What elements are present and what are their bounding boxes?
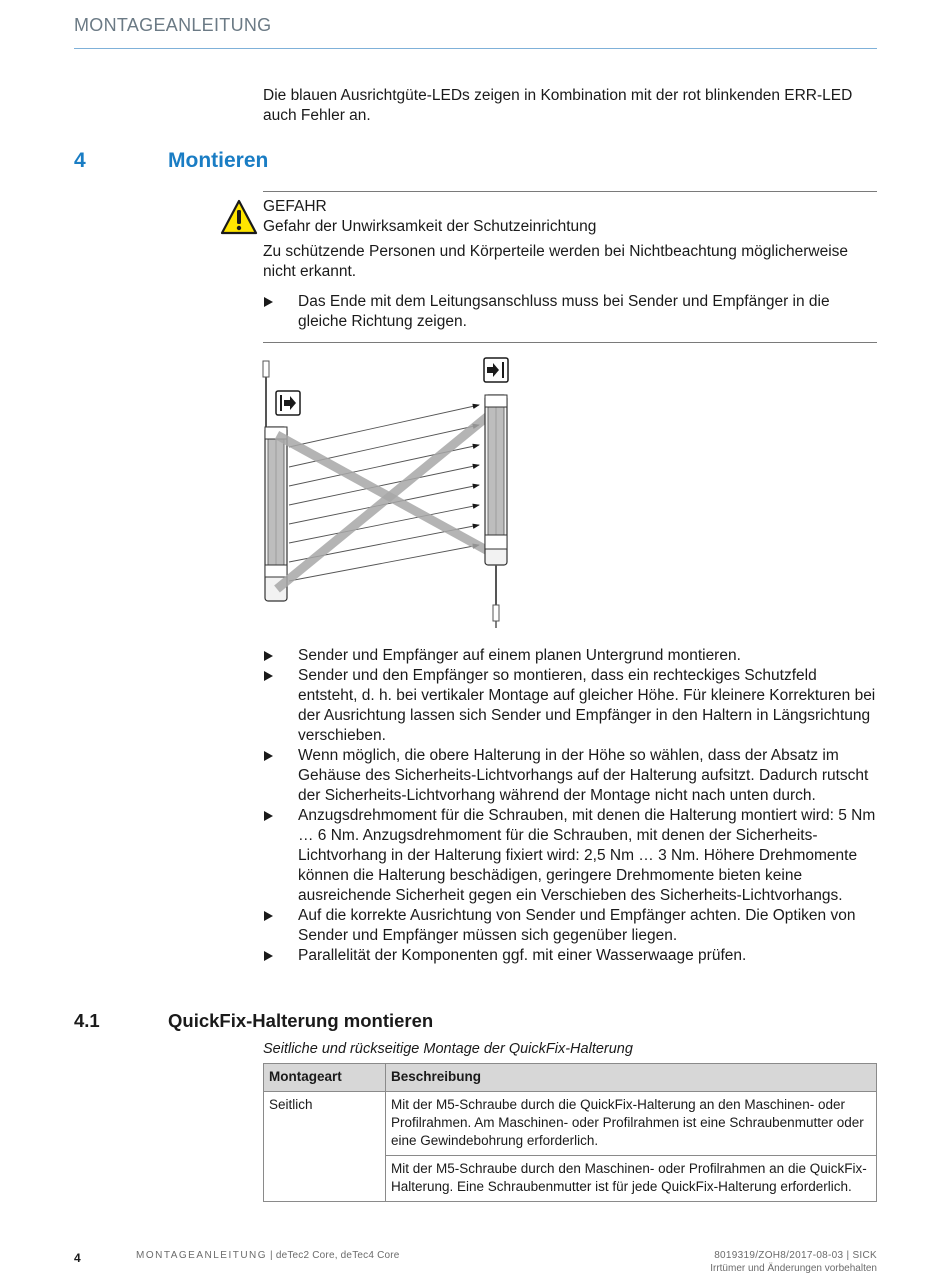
- list-item: Parallelität der Komponenten ggf. mit einer Wasserwaage prüfen.: [263, 946, 877, 966]
- danger-bullet-list: [263, 292, 877, 332]
- table-caption: Seitliche und rückseitige Montage der QuickFix-Halterung: [263, 1041, 633, 1057]
- footer-document-id: 8019319/ZOH8/2017-08-03 | SICK: [714, 1250, 877, 1261]
- mounting-instructions-list: [263, 646, 877, 966]
- danger-description: Zu schützende Personen und Körperteile werden bei Nichtbeachtung möglicherweise nicht erkannt.: [263, 243, 849, 280]
- danger-top-rule: [263, 191, 877, 192]
- header-divider: [74, 48, 877, 49]
- list-item: Sender und Empfänger auf einem planen Untergrund montieren.: [263, 646, 877, 666]
- bullet-arrow-icon: [264, 911, 273, 921]
- section-number: 4: [74, 149, 86, 172]
- section-title: Montieren: [168, 149, 269, 172]
- mounting-illustration: [255, 355, 535, 635]
- bullet-arrow-icon: [264, 751, 273, 761]
- list-item: Wenn möglich, die obere Halterung in der Höhe so wählen, dass der Absatz im Gehäuse des Sicherheits-Lichtvorhangs auf der Halterung aufsitzt. Dadurch rutscht der Sicherheits-Lichtvorhang während der Montage nicht nach unten durch.: [263, 746, 877, 806]
- table-cell-mounting-type: Seitlich: [264, 1092, 386, 1202]
- danger-subtitle: Gefahr der Unwirksamkeit der Schutzeinrichtung: [263, 218, 597, 235]
- quickfix-table: [263, 1063, 877, 1202]
- bullet-arrow-icon: [264, 651, 273, 661]
- list-item: Sender und den Empfänger so montieren, dass ein rechteckiges Schutzfeld entsteht, d. h. bei vertikaler Montage auf gleicher Höhe. Für kleinere Korrekturen bei der Ausrichtung lassen sich Sender und Empfänger in den Haltern in Längsrichtung verschieben.: [263, 666, 877, 746]
- subsection-number: 4.1: [74, 1010, 100, 1031]
- list-item: Anzugsdrehmoment für die Schrauben, mit denen die Halterung montiert wird: 5 Nm … 6 Nm. Anzugsdrehmoment für die Schrauben, mit denen der Sicherheits-Lichtvorhang in der Halterung fixiert wird: 2,5 Nm … 3 Nm. Höhere Drehmomente können die Halterung beschädigen, geringere Drehmomente bieten keine ausreichende Sicherheit gegen ein Verschieben des Sicherheits-Lichtvorhangs.: [263, 806, 877, 906]
- bullet-arrow-icon: [264, 951, 273, 961]
- intro-paragraph: Die blauen Ausrichtgüte-LEDs zeigen in Kombination mit der rot blinkenden ERR-LED auch Fehler an.: [263, 87, 853, 124]
- danger-title: GEFAHR: [263, 198, 327, 215]
- bullet-arrow-icon: [264, 671, 273, 681]
- table-cell-description: Mit der M5-Schraube durch den Maschinen- oder Profilrahmen an die QuickFix-Halterung. Eine Schraubenmutter ist für jede QuickFix-Halterung erforderlich.: [386, 1156, 877, 1202]
- column-header-description: Beschreibung: [386, 1064, 877, 1092]
- warning-triangle-icon: [220, 199, 258, 235]
- header-title: MONTAGEANLEITUNG: [74, 15, 272, 35]
- list-item: Das Ende mit dem Leitungsanschluss muss bei Sender und Empfänger in die gleiche Richtung zeigen.: [263, 292, 877, 332]
- column-header-mounting-type: Montageart: [264, 1064, 386, 1092]
- bullet-arrow-icon: [264, 811, 273, 821]
- bullet-arrow-icon: [264, 297, 273, 307]
- subsection-title: QuickFix-Halterung montieren: [168, 1010, 434, 1031]
- footer-disclaimer: Irrtümer und Änderungen vorbehalten: [710, 1263, 877, 1274]
- table-header-row: [264, 1064, 877, 1092]
- danger-bottom-rule: [263, 342, 877, 343]
- table-cell-description: Mit der M5-Schraube durch die QuickFix-Halterung an den Maschinen- oder Profilrahmen. Am Maschinen- oder Profilrahmen ist eine Schraubenmutter oder eine Gewindebohrung erforderlich.: [386, 1092, 877, 1156]
- footer-product: deTec2 Core, deTec4 Core: [275, 1250, 400, 1261]
- connector-end-icon: [484, 358, 508, 382]
- connector-end-icon: [276, 391, 300, 415]
- footer-document-title: MONTAGEANLEITUNG | deTec2 Core, deTec4 Core: [136, 1250, 400, 1261]
- page-number: 4: [74, 1251, 81, 1265]
- table-row: [264, 1092, 877, 1156]
- list-item: Auf die korrekte Ausrichtung von Sender und Empfänger achten. Die Optiken von Sender und Empfänger müssen sich gegenüber liegen.: [263, 906, 877, 946]
